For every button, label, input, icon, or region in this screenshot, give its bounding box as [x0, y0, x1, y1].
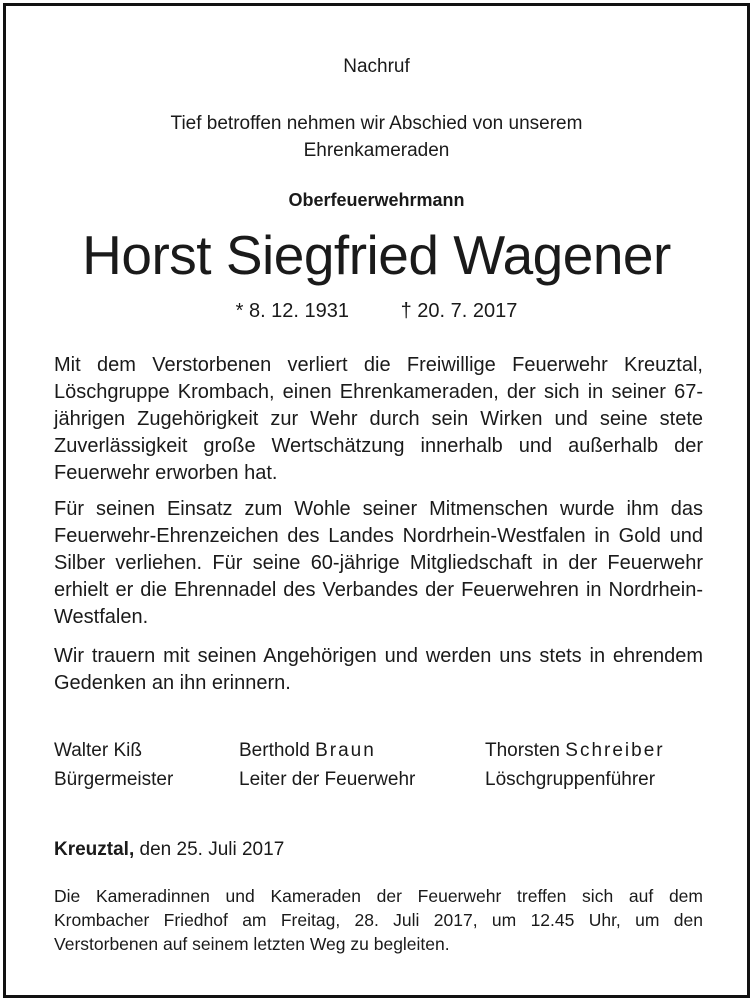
death-date: † 20. 7. 2017 — [400, 300, 518, 322]
signatory-2 — [239, 736, 415, 794]
life-dates — [6, 300, 747, 323]
paragraph-1: Mit dem Verstorbenen verliert die Freiwillige Feuerwehr Kreuztal, Löschgruppe Krombach, einen Ehrenkameraden, der sich in seiner 67-jährigen Zugehörigkeit zur Wehr durch sein Wirken und seine stete Zuverlässigkeit große Wertschätzung innerhalb und außerhalb der Feuerwehr erworben hat. — [54, 354, 703, 484]
issue-date: den 25. Juli 2017 — [139, 839, 285, 860]
signatory-1-role: Bürgermeister — [54, 769, 174, 790]
signatory-2-role: Leiter der Feuerwehr — [239, 769, 416, 790]
paragraph-3: Wir trauern mit seinen Angehörigen und werden uns stets in ehrendem Gedenken an ihn erinnern. — [54, 645, 703, 694]
signatory-1 — [54, 736, 173, 794]
signatory-3 — [485, 736, 665, 794]
paragraph-2: Für seinen Einsatz zum Wohle seiner Mitmenschen wurde ihm das Feuerwehr-Ehrenzeichen des Landes Nordrhein-Westfalen in Gold und Silber verliehen. Für seine 60-jährige Mitgliedschaft in der Feuerwehr erhielt er die Ehrennadel des Verbandes der Feuerwehren in Nordrhein-Westfalen. — [54, 498, 703, 628]
signatory-2-first: Berthold — [239, 740, 310, 761]
signatory-3-role: Löschgruppenführer — [485, 769, 656, 790]
obituary-kicker: Nachruf — [343, 56, 410, 77]
signatory-3-last: Schreiber — [565, 740, 665, 761]
funeral-note: Die Kameradinnen und Kameraden der Feuerwehr treffen sich auf dem Krombacher Friedhof am Freitag, 28. Juli 2017, um 12.45 Uhr, um den Verstorbenen auf seinem letzten Weg zu begleiten. — [54, 886, 703, 954]
place-date-line — [54, 839, 284, 861]
deceased-name: Horst Siegfried Wagener — [82, 224, 671, 286]
obituary-frame — [3, 3, 750, 998]
signatory-2-last: Braun — [315, 740, 376, 761]
intro-text — [6, 110, 747, 164]
signatory-1-name — [54, 736, 173, 765]
birth-date: * 8. 12. 1931 — [235, 300, 350, 322]
signatory-1-last: Kiß — [113, 740, 142, 761]
rank-title: Oberfeuerwehrmann — [288, 190, 465, 210]
signatory-1-first: Walter — [54, 740, 109, 761]
place-name: Kreuztal, — [54, 839, 135, 860]
signatory-3-first: Thorsten — [485, 740, 560, 761]
signatory-2-name — [239, 736, 415, 765]
intro-line-2: Ehrenkameraden — [303, 140, 450, 161]
signatory-3-name — [485, 736, 665, 765]
intro-line-1: Tief betroffen nehmen wir Abschied von unserem — [170, 113, 583, 134]
